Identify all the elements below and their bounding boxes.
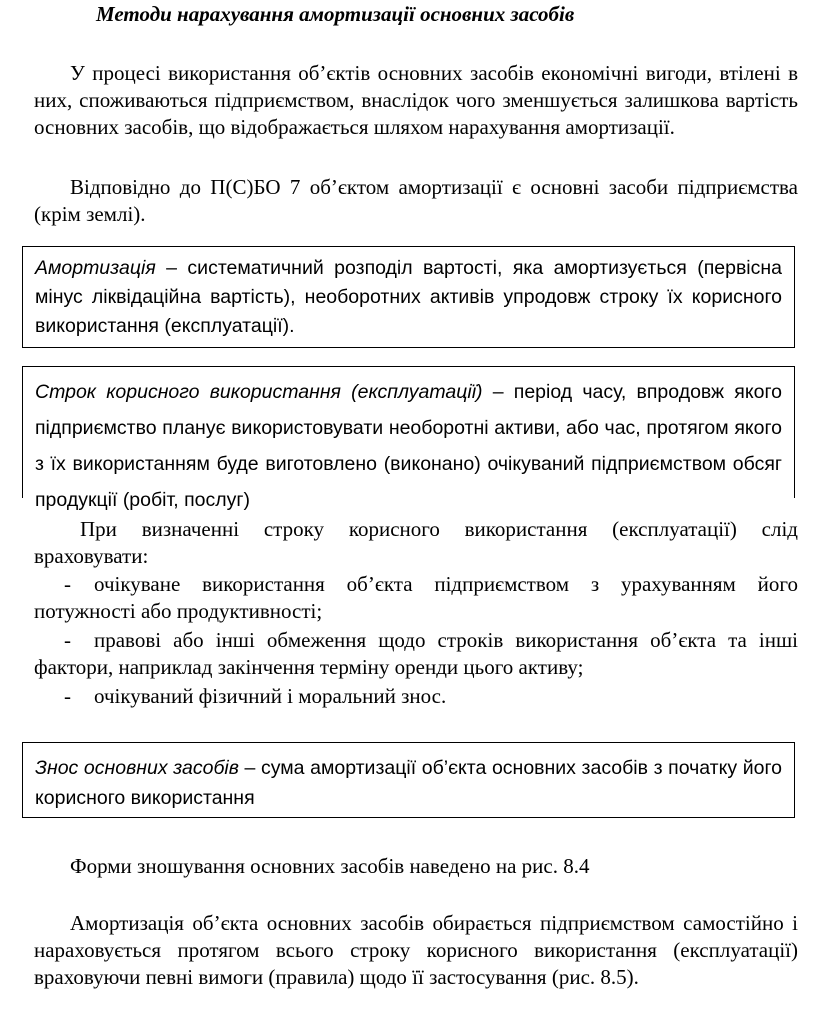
amortization-object-paragraph: Відповідно до П(С)БО 7 об’єктом амортизації є основні засоби підприємства (крім землі). [34,175,798,226]
useful-life-criteria-intro: При визначенні строку корисного використання (експлуатації) слід враховувати: [34,517,798,568]
definition-box-wear [22,742,795,818]
term-useful-life: Строк корисного використання (експлуатації) [35,381,483,403]
page-title: Методи нарахування амортизації основних засобів [96,2,575,26]
list-item: - очікуваний фізичний і моральний знос. [64,684,447,708]
term-amortization: Амортизація [35,257,156,279]
amortization-method-paragraph: Амортизація об’єкта основних засобів обирається підприємством самостійно і нараховується протягом всього строку корисного використання (експлуатації) враховуючи певні вимоги (правила) щодо її застосування (рис. 8.5). [34,911,798,989]
definition-amortization: Амортизація – систематичний розподіл вартості, яка амортизується (первісна мінус ліквідаційна вартість), необоротних активів упродовж строку їх корисного використання (експлуатації). [35,257,782,337]
definition-useful-life: Строк корисного використання (експлуатації) – період часу, впродовж якого підприємство планує використовувати необоротні активи, або час, протягом якого з їх використанням буде виготовлено (виконано) очікуваний підприємством обсяг продукції (робіт, послуг) [35,381,782,511]
intro-paragraph: У процесі використання об’єктів основних засобів економічні вигоди, втілені в них, споживаються підприємством, внаслідок чого зменшується залишкова вартість основних засобів, що відображається шляхом нарахування амортизації. [34,61,798,139]
list-item: - очікуване використання об’єкта підприємством з урахуванням його потужності або продуктивності; [34,572,798,623]
term-wear: Знос основних засобів [35,757,239,779]
definition-box-amortization [22,246,795,348]
list-item: - правові або інші обмеження щодо строків використання об’єкта та інші фактори, наприклад закінчення терміну оренди цього активу; [34,628,798,679]
definition-box-useful-life [22,366,795,511]
definition-wear: Знос основних засобів – сума амортизації об’єкта основних засобів з початку його корисного використання [35,757,782,809]
wear-forms-reference: Форми зношування основних засобів наведено на рис. 8.4 [70,854,590,878]
